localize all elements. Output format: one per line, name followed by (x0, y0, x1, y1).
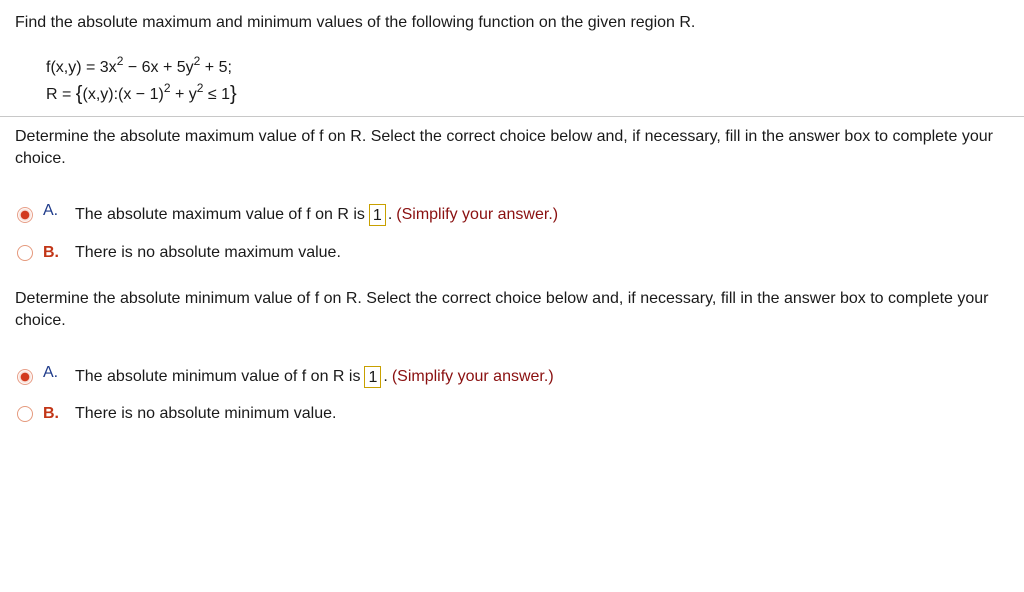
min-choice-a-hint: (Simplify your answer.) (391, 368, 554, 386)
region-body-3: ≤ 1 (203, 86, 231, 103)
function-exponent-2: 2 (193, 54, 201, 68)
max-answer-box[interactable]: 1 (369, 204, 386, 226)
region-exponent-2: 2 (196, 81, 204, 95)
max-choice-a-text (75, 204, 558, 226)
min-choice-b[interactable] (17, 402, 336, 426)
max-choice-a[interactable] (17, 203, 558, 227)
function-suffix: + 5; (200, 59, 232, 76)
region-body-1: (x,y):(x − 1) (82, 86, 164, 103)
min-choice-a-text-after: . (383, 368, 388, 386)
min-choice-a[interactable] (17, 365, 554, 389)
max-choice-a-text-before: The absolute maximum value of f on R is (75, 206, 365, 224)
max-choice-b-text: There is no absolute maximum value. (75, 244, 341, 261)
min-choice-b-radio[interactable] (17, 406, 33, 422)
min-choice-a-letter: A. (43, 364, 59, 381)
min-choice-a-text (75, 366, 554, 388)
region-body-2: + y (170, 86, 197, 103)
math-block (46, 55, 237, 107)
max-choice-a-letter: A. (43, 202, 59, 219)
region-prefix: R = (46, 86, 76, 103)
max-choice-a-hint: (Simplify your answer.) (396, 206, 559, 224)
region-exponent-1: 2 (163, 81, 171, 95)
question-instruction: Find the absolute maximum and minimum values of the following function on the given region R. (15, 14, 696, 31)
min-choice-b-text: There is no absolute minimum value. (75, 405, 337, 422)
max-choice-a-text-after: . (387, 206, 393, 224)
function-mid: − 6x + 5y (123, 59, 194, 76)
max-choice-b-letter: B. (43, 244, 59, 261)
min-choice-b-letter: B. (43, 405, 59, 422)
max-prompt: Determine the absolute maximum value of f on R. Select the correct choice below and, if necessary, fill in the answer box to complete your choice. (15, 128, 993, 167)
min-choice-a-text-before: The absolute minimum value of f on R is (75, 368, 361, 386)
max-choice-b[interactable] (17, 241, 341, 265)
function-definition (46, 55, 237, 81)
region-close-brace: } (230, 83, 237, 105)
min-answer-box[interactable]: 1 (364, 366, 381, 388)
function-exponent-1: 2 (116, 54, 124, 68)
max-choice-b-radio[interactable] (17, 245, 33, 261)
min-prompt: Determine the absolute minimum value of f on R. Select the correct choice below and, if necessary, fill in the answer box to complete your choice. (15, 290, 989, 329)
region-open-brace: { (75, 83, 83, 105)
region-definition (46, 81, 237, 107)
min-choice-a-radio[interactable] (17, 369, 33, 385)
function-prefix: f(x,y) = 3x (46, 59, 117, 76)
section-divider (0, 116, 1024, 117)
max-choice-a-radio[interactable] (17, 207, 33, 223)
